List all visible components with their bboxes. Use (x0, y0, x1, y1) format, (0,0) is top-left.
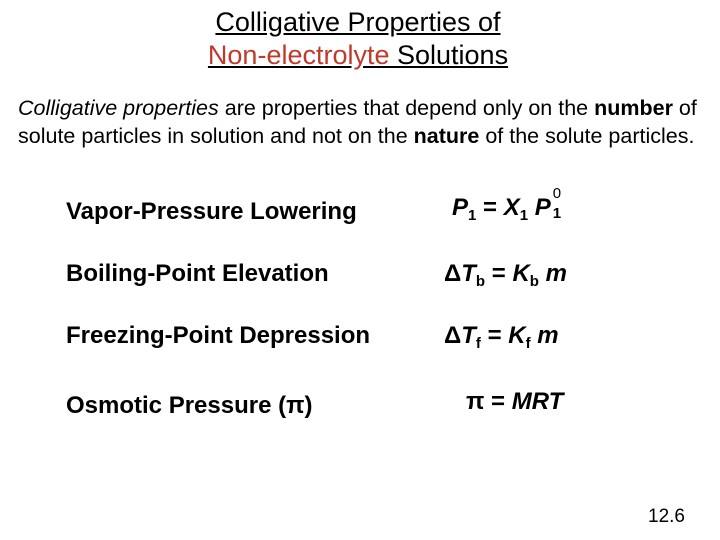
equation-vapor (452, 184, 565, 224)
eq-freezing-t: T (461, 322, 476, 349)
eq-boiling-t: T (461, 260, 476, 287)
definition-bold-nature: nature (413, 124, 480, 148)
definition-text-3: of the solute particles. (479, 124, 695, 148)
property-row-freezing (0, 320, 720, 360)
definition-text-2: of solute particles in solution and not on the (18, 96, 697, 148)
eq-boiling-k-sub: b (529, 273, 539, 290)
eq-freezing-delta: Δ (444, 322, 462, 349)
eq-freezing-k: K (508, 322, 526, 349)
eq-vapor-x-sub: 1 (519, 207, 529, 224)
eq-vapor-equals: = (476, 194, 504, 221)
eq-freezing-m: m (537, 322, 559, 349)
equation-boiling (444, 260, 567, 288)
eq-vapor-superscript: 0 (552, 184, 562, 202)
title-line-1: Colligative Properties of (215, 7, 501, 37)
eq-freezing-k-sub: f (525, 335, 531, 352)
eq-boiling-t-sub: b (475, 273, 486, 290)
slide-number: 12.6 (648, 506, 685, 527)
eq-vapor-p2: P (534, 194, 551, 221)
eq-osmotic-equals: = (484, 388, 512, 415)
eq-vapor-p: P (452, 194, 469, 221)
equation-freezing (444, 322, 559, 350)
eq-vapor-subscript: 1 (552, 204, 562, 222)
eq-vapor-p-sub: 1 (468, 207, 477, 224)
property-row-boiling (0, 258, 720, 298)
definition-paragraph (18, 94, 708, 150)
eq-boiling-k: K (512, 260, 530, 287)
equation-osmotic (466, 388, 563, 416)
title-red-term: Non-electrolyte (207, 40, 390, 70)
eq-boiling-equals: = (485, 260, 513, 287)
eq-freezing-t-sub: f (475, 335, 481, 352)
eq-boiling-delta: Δ (444, 260, 462, 287)
eq-boiling-m: m (545, 260, 567, 287)
eq-osmotic-pi: π (466, 388, 485, 415)
property-label-vapor: Vapor-Pressure Lowering (66, 198, 357, 225)
property-row-osmotic (0, 386, 720, 426)
eq-vapor-sup-sub (551, 184, 565, 222)
title-line-2 (0, 39, 716, 72)
slide-title (0, 6, 716, 72)
property-label-freezing: Freezing-Point Depression (66, 322, 371, 349)
definition-term: Colligative properties (18, 96, 219, 120)
property-row-vapor (0, 184, 720, 234)
definition-bold-number: number (594, 96, 673, 120)
property-label-boiling: Boiling-Point Elevation (66, 260, 329, 287)
eq-freezing-equals: = (480, 322, 509, 349)
title-line-2-rest: Solutions (389, 40, 509, 70)
definition-text-1: are properties that depend only on the (218, 96, 595, 120)
eq-osmotic-rhs: MRT (511, 388, 564, 415)
property-label-osmotic: Osmotic Pressure (π) (66, 392, 313, 419)
eq-vapor-x: X (503, 194, 520, 221)
